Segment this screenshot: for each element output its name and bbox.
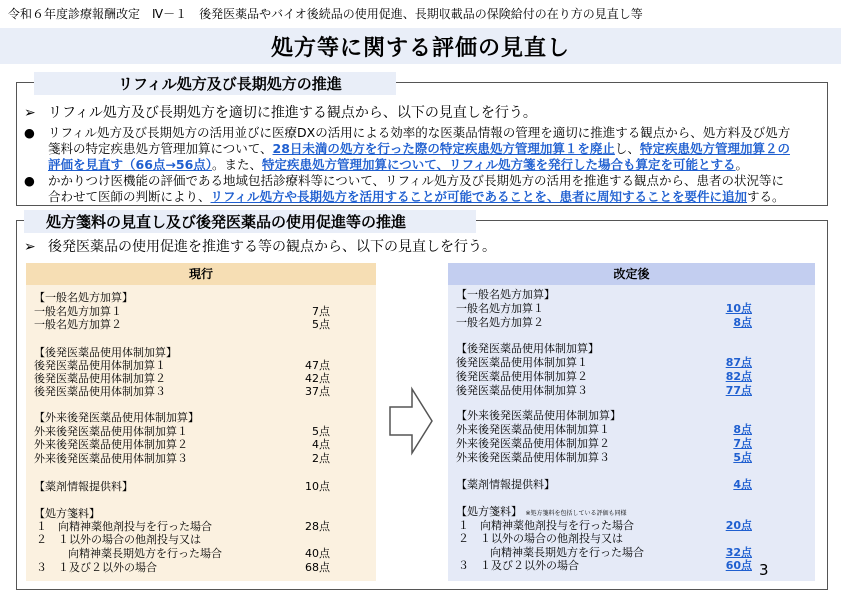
revised-row-label: ３ １及び２以外の場合 xyxy=(458,559,579,572)
highlight-text: リフィル処方や長期処方を活用することが可能であることを、患者に周知することを要件に追加 xyxy=(210,189,748,204)
current-row-points: 47点 xyxy=(305,359,330,372)
highlight-text: 28日未満の処方を行った際の特定疾患処方管理加算１を廃止 xyxy=(272,141,615,156)
current-row-points: 4点 xyxy=(312,438,330,451)
current-row-label: 一般名処方加算１ xyxy=(34,305,122,318)
revised-row-label: 外来後発医薬品使用体制加算３ xyxy=(456,451,610,464)
current-row-label: 外来後発医薬品使用体制加算３ xyxy=(34,452,188,465)
group-label-text: 【処方箋料】 xyxy=(456,505,522,518)
current-row-points: 68点 xyxy=(305,561,330,574)
current-row-points: 40点 xyxy=(305,547,330,560)
current-row-label: 外来後発医薬品使用体制加算１ xyxy=(34,425,188,438)
section1-heading: リフィル処方及び長期処方の推進 xyxy=(34,72,396,95)
current-row-points: 5点 xyxy=(312,425,330,438)
revised-row-points: 20点 xyxy=(725,519,752,532)
revised-row-label: 外来後発医薬品使用体制加算１ xyxy=(456,423,610,436)
current-row-points: 2点 xyxy=(312,452,330,465)
revised-row-points: 10点 xyxy=(725,302,752,315)
current-group-label: 【処方箋料】 xyxy=(34,507,100,520)
current-row-points: 5点 xyxy=(312,318,330,331)
highlight-text: 評価を見直す（66点→56点） xyxy=(48,157,213,172)
current-row-label: 外来後発医薬品使用体制加算２ xyxy=(34,438,188,451)
section1-b2-line1: かかりつけ医機能の評価である地域包括診療料等について、リフィル処方及び長期処方の活用を推進する観点から、患者の状況等に xyxy=(48,173,785,188)
revised-group-label: 【後発医薬品使用体制加算】 xyxy=(456,342,599,355)
text: 合わせて医師の判断により、 xyxy=(48,189,211,204)
section1-b1-line3 xyxy=(48,157,748,173)
current-row-label: ２ １以外の場合の他剤投与又は xyxy=(36,533,201,546)
revised-row-label: 後発医薬品使用体制加算３ xyxy=(456,384,588,397)
page-title: 処方等に関する評価の見直し xyxy=(270,36,570,61)
revised-group-label: 【外来後発医薬品使用体制加算】 xyxy=(456,409,621,422)
current-row-points: 42点 xyxy=(305,372,330,385)
current-group-label: 【一般名処方加算】 xyxy=(34,291,133,304)
highlight-text: 特定疾患処方管理加算２の xyxy=(639,141,790,156)
bullet-icon: ● xyxy=(24,125,35,140)
revised-row-points: 60点 xyxy=(725,559,752,572)
revised-row-points: 82点 xyxy=(725,370,752,383)
section1-intro-marker: ➢ xyxy=(24,105,36,121)
bullet-icon: ● xyxy=(24,173,35,188)
current-row-label: １ 向精神薬他剤投与を行った場合 xyxy=(36,520,212,533)
revised-row-label: 後発医薬品使用体制加算１ xyxy=(456,356,588,369)
current-row-points: 10点 xyxy=(305,480,330,493)
current-group-label: 【後発医薬品使用体制加算】 xyxy=(34,346,177,359)
right-arrow-outline-icon xyxy=(388,385,434,457)
current-row-points: 28点 xyxy=(305,520,330,533)
current-row-label: 後発医薬品使用体制加算２ xyxy=(34,372,166,385)
section1-intro: リフィル処方及び長期処方を適切に推進する観点から、以下の見直しを行う。 xyxy=(48,105,537,121)
revised-row-points: 5点 xyxy=(733,451,752,464)
revised-group-label xyxy=(456,505,627,520)
revised-row-points: 7点 xyxy=(733,437,752,450)
current-group-label: 【外来後発医薬品使用体制加算】 xyxy=(34,411,199,424)
text: する。 xyxy=(747,189,785,204)
revised-group-label: 【薬剤情報提供料】 xyxy=(456,478,555,491)
revised-row-points: 8点 xyxy=(733,423,752,436)
revised-group-label: 【一般名処方加算】 xyxy=(456,288,555,301)
current-row-label: 後発医薬品使用体制加算１ xyxy=(34,359,166,372)
current-panel-header: 現行 xyxy=(26,263,376,285)
current-row-points: 37点 xyxy=(305,385,330,398)
text: 箋料の特定疾患処方管理加算について、 xyxy=(48,141,273,156)
revised-row-label: 向精神薬長期処方を行った場合 xyxy=(490,546,644,559)
current-row-points: 7点 xyxy=(312,305,330,318)
page-number: 3 xyxy=(759,561,769,579)
section2-heading: 処方箋料の見直し及び後発医薬品の使用促進等の推進 xyxy=(24,210,476,233)
text: 。また、 xyxy=(212,157,263,172)
section1-b1-line2 xyxy=(48,141,790,157)
current-row-label: 向精神薬長期処方を行った場合 xyxy=(68,547,222,560)
current-row-label: 後発医薬品使用体制加算３ xyxy=(34,385,166,398)
section1-b1-line1: リフィル処方及び長期処方の活用並びに医療DXの活用による効率的な医薬品情報の管理を適切に推進する観点から、処方料及び処方 xyxy=(48,125,791,140)
current-row-label: ３ １及び２以外の場合 xyxy=(36,561,157,574)
revised-row-label: 後発医薬品使用体制加算２ xyxy=(456,370,588,383)
section2-intro-marker: ➢ xyxy=(24,239,36,255)
text: し、 xyxy=(614,141,640,156)
section2-intro: 後発医薬品の使用促進を推進する等の観点から、以下の見直しを行う。 xyxy=(48,239,496,255)
revised-row-points: 8点 xyxy=(733,316,752,329)
breadcrumb: 令和６年度診療報酬改定 Ⅳ－１ 後発医薬品やバイオ後続品の使用促進、長期収載品の保険給付の在り方の見直し等 xyxy=(8,7,643,21)
revised-row-label: 一般名処方加算１ xyxy=(456,302,544,315)
group-note: ※処方箋料を包括している評価も同様 xyxy=(525,510,627,517)
current-row-label: 一般名処方加算２ xyxy=(34,318,122,331)
revised-row-points: 87点 xyxy=(725,356,752,369)
text: 。 xyxy=(735,157,749,172)
revised-panel-header: 改定後 xyxy=(448,263,815,285)
revised-row-points: 32点 xyxy=(725,546,752,559)
revised-row-points: 77点 xyxy=(725,384,752,397)
revised-row-label: 外来後発医薬品使用体制加算２ xyxy=(456,437,610,450)
current-group-label: 【薬剤情報提供料】 xyxy=(34,480,133,493)
revised-row-points: 4点 xyxy=(733,478,752,491)
highlight-text: 特定疾患処方管理加算について、リフィル処方箋を発行した場合も算定を可能とする xyxy=(262,157,736,172)
section1-b2-line2 xyxy=(48,189,785,205)
revised-row-label: 一般名処方加算２ xyxy=(456,316,544,329)
revised-row-label: １ 向精神薬他剤投与を行った場合 xyxy=(458,519,634,532)
revised-row-label: ２ １以外の場合の他剤投与又は xyxy=(458,532,623,545)
